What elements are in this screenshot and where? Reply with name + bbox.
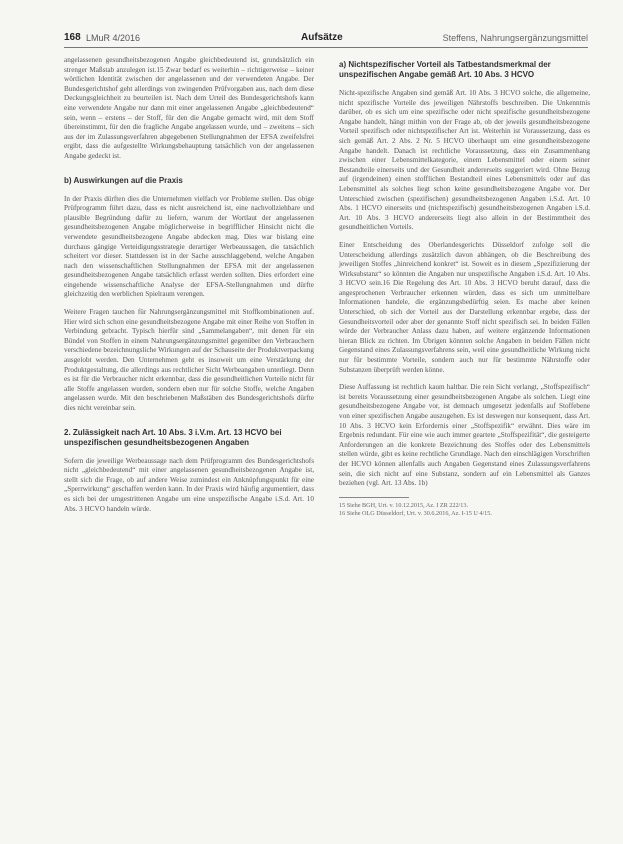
header-rule [64, 47, 588, 48]
page-number: 168 [64, 32, 81, 43]
footnote-divider [339, 497, 409, 498]
paragraph: Diese Auffassung ist rechtlich kaum haltbar. Die rein Sicht verlangt, „Stoffspezifisch“ ist bereits Voraussetzung einer gesundheitsbezogenen Angabe als solchen. Liegt eine gesundheitsbezogene Angabe vor, ist demnach umgesetzt jedenfalls auf Stoffebene von einer spezifischen Angabe auszugehen. Es ist deswegen nur konsequent, dass Art. 10 Abs. 3 HCVO kein Erfordernis einer „Stoffspezifik“ erwähnt. Dies wäre im Ergebnis redundant. Für eine wie auch immer geartete „Stoffspezifität“, die gesteigerte Anforderungen an die konkrete Bezeichnung des Stoffes oder des Lebensmittels stellen würde, gibt es keine rechtliche Grundlage. Nach den einschlägigen Vorschriften der HCVO können allenfalls auch Angaben Gegenstand eines Zulassungsverfahrens sein, die sich nicht auf eine Substanz, sondern auf ein Lebensmittel als Ganzes beziehen (vgl. Art. 13 Abs. 1b) [339, 383, 590, 488]
right-column [339, 56, 590, 519]
paragraph: Einer Entscheidung des Oberlandesgerichts Düsseldorf zufolge soll die Unterscheidung allerdings zusätzlich davon abhängen, ob die Beschreibung des jeweiligen Stoffes „hinreichend konkret“ ist. Soweit es in diesem „Spezifizierung der Wirksubstanz“ so könnten die Angaben nur unspezifische Angaben i.S.d. Art. 10 Abs. 3 HCVO sein.16 Die Regelung des Art. 10 Abs. 3 HCVO beruht darauf, dass die angesprochenen Verbraucher erkennen würden, dass es sich um unmittelbare Informationen handele, die ergänzungsbedürftig seien. Es mache aber keinen Unterschied, ob sich der Vorteil aus der Darstellung erkennbar ergebe, dass der Gesundheitsvorteil oder aber der genannte Stoff nicht spezifisch sei. In beiden Fällen würde der Verbraucher Anlass dazu haben, auf weitere ergänzende Informationen hieran Blick zu richten. Im Übrigen könnten solche Angaben in beiden Fällen nicht Gegenstand eines Zulassungsverfahrens sein, weil eine gesundheitliche Wirkung nicht nur für bestimmte Vorteile, sondern auch nur für bestimmte Nährstoffe oder Substanzen überprüft werden könne. [339, 240, 590, 374]
left-column [64, 56, 314, 522]
paragraph: angelassenen gesundheitsbezogenen Angabe gleichbedeutend ist, grundsätzlich ein strenger Maßstab anzulegen ist.15 Zwar bedarf es weiterhin – richtigerweise – keiner wörtlichen Identität zwischen der angelassenen und der verwendeten Angabe. Der Bundesgerichtshof geht allerdings von zwingenden Prüfvorgaben aus, nach dem diese Deckungsgleichheit zu beurteilen ist. Nach dem Urteil des Bundesgerichtshofs kann eine verwendete Angabe nur dann mit einer angelassenen Angabe „gleichbedeutend“ sein, wenn – erstens – der Stoff, für den die Angabe gemacht wird, mit dem Stoff übereinstimmt, für den die fragliche Angabe angelassen wurde, und – zweitens – sich aus der im Zulassungsverfahren abgegebenen Stellungnahmen der EFSA zweifelsfrei ergibt, dass die aufgestellte Wirkungsbehauptung tatsächlich von der angelassenen Angabe gedeckt ist. [64, 56, 314, 160]
paragraph: Sofern die jeweilige Werbeaussage nach dem Prüfprogramm des Bundesgerichtshofs nicht „gleichbedeutend“ mit einer angelassenen gesundheitsbezogenen Angabe ist, stellt sich die Frage, ob auf andere Weise zumindest ein Anknüpfungspunkt für eine „Sperrwirkung“ geschaffen werden kann. In der Praxis wird häufig argumentiert, dass es sich bei der umgestrittenen Angabe um eine unspezifische Angabe i.S.d. Art. 10 Abs. 3 HCVO handeln würde. [64, 456, 314, 513]
paragraph: Nicht-spezifische Angaben sind gemäß Art. 10 Abs. 3 HCVO solche, die allgemeine, nicht spezifische Vorteile des jeweiligen Nährstoffs beschreiben. Die Unkenntnis darüber, ob es sich um eine spezifische oder nicht spezifische gesundheitsbezogene Angabe handelt, hängt mithin von der Frage ab, ob der jeweils gesundheitsbezogene Vorteil spezifisch oder nichtspezifischer Art ist. Weiterhin ist Voraussetzung, dass es sich gemäß Art. 2 Abs. 2 Nr. 5 HCVO überhaupt um eine gesundheitsbezogene Angabe handelt. Danach ist rechtliche Voraussetzung, dass ein Zusammenhang zwischen einer Lebensmittelkategorie, einem Lebensmittel oder einem seiner Bestandteile einerseits und der Gesundheit andererseits suggeriert wird. Ohne Bezug auf (irgendeinen) einen stofflichen Bestandteil eines Lebensmittels oder auf das Lebensmittel als solches liegt schon keine gesundheitsbezogene Angabe vor. Der Unterschied zwischen (spezifischen) gesundheitsbezogenen Angaben i.S.d. Art. 10 Abs. 1 HCVO einerseits und (nichtspezifisch) gesundheitsbezogenen Angaben i.S.d. Art. 10 Abs. 3 HCVO andererseits liegt also allein in der Bestimmtheit des gesundheitlichen Vorteils. [339, 89, 590, 232]
section-heading: 2. Zulässigkeit nach Art. 10 Abs. 3 i.V.m. Art. 13 HCVO bei unspezifischen gesundheitsbezogenen Angaben [64, 427, 282, 447]
paragraph: In der Praxis dürften dies die Unternehmen vielfach vor Probleme stellen. Das obige Prüfprogramm führt dazu, dass es nicht ausreichend ist, eine nachvollziehbare und plausible Begründung dafür zu liefern, warum der Wortlaut der angelassenen gesundheitsbezogenen Angabe möglicherweise in begrifflicher Hinsicht nicht die verwendete gesundheitsbezogene Angabe abdecken mag. Dies war bislang eine durchaus gängige Verteidigungsstrategie derartiger Werbeaussagen, die tatsächlich scheitert vor dieser. Stattdessen ist in der Sache ausschlaggebend, welche Angaben nach den wissenschaftlichen Stellungnahmen der EFSA mit der angelassenen gesundheitsbezogenen Angabe tatsächlich erfasst werden sollten. Dies erfordert eine eingehende wissenschaftliche Analyse der EFSA-Stellungnahmen und dürfte gleichzeitig den werblichen Spielraum verengen. [64, 194, 314, 299]
running-title: Steffens, Nahrungsergänzungsmittel [442, 33, 588, 43]
footnote: 15 Siehe BGH, Urt. v. 10.12.2015, Az. I ZR 222/13. [339, 501, 469, 509]
page-header [64, 30, 588, 46]
section-heading: b) Auswirkungen auf die Praxis [64, 175, 183, 185]
footnote: 16 Siehe OLG Düsseldorf, Urt. v. 30.6.2016, Az. I-15 U 4/15. [339, 510, 492, 518]
section-label: Aufsätze [301, 32, 343, 43]
paragraph: Weitere Fragen tauchen für Nahrungsergänzungsmittel mit Stoffkombinationen auf. Hier wird sich schon eine gesundheitsbezogene Angabe mit einer Reihe von Stoffen in Verbindung gebracht. Typisch hierfür sind „Sammelangaben“, mit denen für ein Bündel von Stoffen in einem Nahrungsergänzungsmittel gegenüber den Verbrauchern verschiedene bezeichnungsliche Wirkungen auf der Schauseite der Produktverpackung ausgelobt werden. Den Unternehmen geht es insoweit um eine Verstärkung der Produktgestaltung, die allerdings aus rechtlicher Sicht Werbeangaben unterliegt. Denn es ist für die Verbraucher nicht erkennbar, dass die gesundheitlichen Vorteile nicht für alle Stoffe angelassen wurden, sondern eben nur für solche Stoffe, welche Angaben angelassen wurde. Mit den beschriebenen Maßstäben des Bundesgerichtshofs dürfte dies nicht vereinbar sein. [64, 308, 314, 412]
section-heading: a) Nichtspezifischer Vorteil als Tatbestandsmerkmal der unspezifischen Angabe gemäß Art. 10 Abs. 3 HCVO [339, 60, 551, 79]
journal-issue: LMuR 4/2016 [86, 33, 141, 43]
